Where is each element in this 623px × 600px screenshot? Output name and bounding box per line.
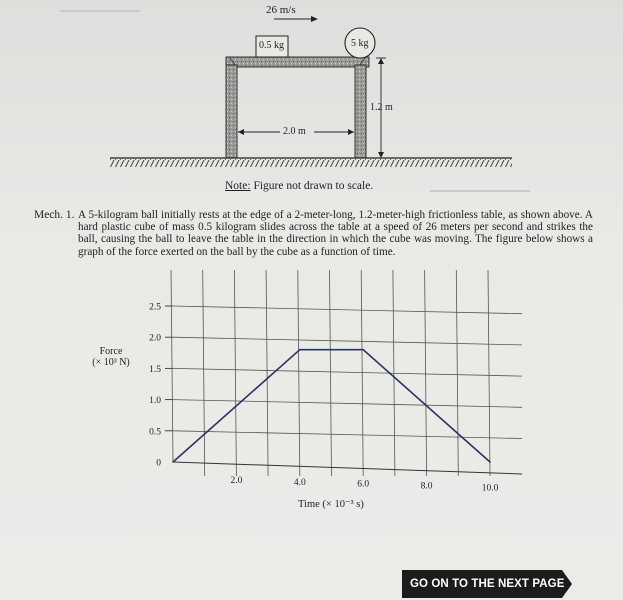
speed-label: 26 m/s (266, 4, 296, 16)
y-tick-label: 2.5 (149, 302, 161, 313)
force-data-point (172, 461, 174, 463)
length-label: 2.0 m (283, 126, 306, 137)
x-gridline (171, 270, 173, 462)
cube-mass-label: 0.5 kg (259, 40, 284, 51)
y-tick-label: 0.5 (149, 427, 161, 438)
y-gridline (173, 400, 522, 408)
x-tick-label: 4.0 (293, 477, 306, 488)
y-axis-label-line2: (× 10³ N) (92, 357, 130, 368)
x-gridline (203, 270, 205, 476)
height-label: 1.2 m (370, 102, 393, 113)
x-tick-label: 8.0 (420, 481, 433, 492)
ball-mass-label: 5 kg (351, 38, 369, 49)
y-gridline (173, 368, 522, 376)
y-tick-label: 1.5 (149, 364, 161, 375)
y-gridline (173, 431, 522, 439)
note-prefix: Note: (225, 180, 251, 192)
force-data-point (489, 461, 491, 463)
x-axis-line (173, 462, 522, 474)
question-text: A 5-kilogram ball initially rests at the edge of a 2-meter-long, 1.2-meter-high frictionless table, as shown above. A hard plastic cube of mass 0.5 kilogram slides across the table at a speed of 26 meters per second and strikes the ball, causing the ball to leave the table in the direction in which the cube was moving. The figure below shows a graph of the force exerted on the ball by the cube as a function of time. (78, 209, 593, 258)
y-axis-label-line1: Force (99, 346, 123, 357)
x-gridline (330, 270, 332, 476)
x-gridline (266, 270, 268, 476)
x-gridline (456, 270, 458, 476)
y-tick-label: 1.0 (149, 396, 161, 407)
y-tick-label: 0 (156, 458, 161, 469)
y-gridline (173, 337, 522, 345)
x-gridline (425, 270, 427, 476)
x-tick-label: 6.0 (357, 479, 370, 490)
x-gridline (361, 270, 363, 476)
x-tick-label: 2.0 (230, 475, 243, 486)
force-data-point (299, 349, 301, 351)
x-gridline (298, 270, 300, 476)
note-text: Figure not drawn to scale. (250, 180, 374, 192)
x-gridline (488, 270, 490, 476)
force-data-point (362, 349, 364, 351)
x-axis-label: Time (× 10⁻³ s) (298, 499, 364, 510)
y-gridline (173, 306, 522, 314)
x-gridline (234, 270, 236, 476)
question-number: Mech. 1. (34, 209, 75, 221)
y-tick-label: 2.0 (149, 333, 161, 344)
x-tick-label: 10.0 (481, 483, 499, 494)
next-page-label[interactable]: GO ON TO THE NEXT PAGE (410, 578, 565, 590)
